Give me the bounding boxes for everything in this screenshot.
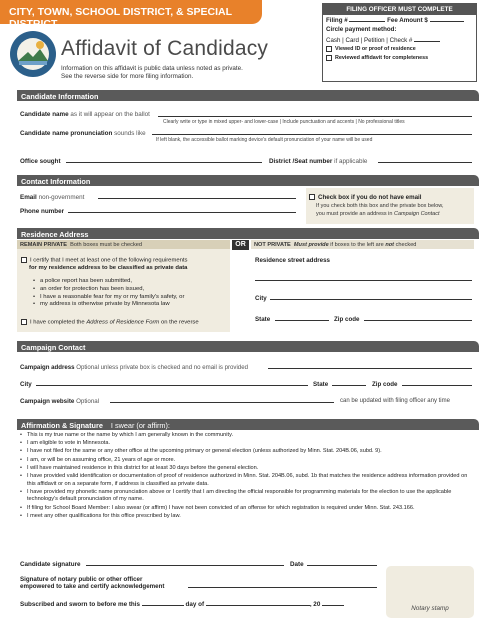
check-number-field[interactable] xyxy=(414,35,440,42)
no-email-note: If you check both this box and the private box below, you must provide an address in Campaign Contact xyxy=(316,203,444,217)
section-residence-address: Residence Address xyxy=(17,228,479,239)
no-email-checkbox[interactable] xyxy=(309,194,315,200)
campaign-state-label: State xyxy=(313,381,329,388)
residence-state-field[interactable] xyxy=(275,320,329,321)
filing-officer-heading: FILING OFFICER MUST COMPLETE xyxy=(323,4,476,15)
sworn-month-field[interactable] xyxy=(206,599,310,606)
campaign-website-note: can be updated with filing officer any time xyxy=(340,398,450,404)
viewed-id-row: Viewed ID or proof of residence xyxy=(323,45,476,54)
pronunciation-field[interactable] xyxy=(152,134,472,135)
residence-zip-field[interactable] xyxy=(364,320,472,321)
campaign-address-label: Campaign address Optional unless private box is checked and no email is provided xyxy=(20,364,248,371)
campaign-website-field[interactable] xyxy=(110,402,334,403)
list-item: • I will have maintained residence in this district for at least 30 days before the general election. xyxy=(20,465,472,473)
signature-date-label: Date xyxy=(290,561,304,568)
affirmation-list xyxy=(20,432,472,521)
street-address-label: Residence street address xyxy=(255,257,330,264)
list-item: • my address is otherwise private by Minnesota law xyxy=(33,301,184,309)
list-item: • I have provided my phonetic name pronunciation above or I certify that I am directing the official responsible for programming materials for the election to use the applicable technology's default pronunciation of my name. xyxy=(20,489,472,504)
section-campaign-contact: Campaign Contact xyxy=(17,341,479,352)
candidate-name-field[interactable] xyxy=(158,116,472,117)
section-candidate-information: Candidate Information xyxy=(17,90,479,101)
pronunciation-instructions: If left blank, the accessible ballot marking device's default pronunciation of your name will be used xyxy=(156,137,373,143)
email-field[interactable] xyxy=(98,198,296,199)
sworn-statement: Subscribed and sworn to before me this day of , 20 xyxy=(20,599,344,608)
signature-date-field[interactable] xyxy=(307,565,377,566)
residence-city-label: City xyxy=(255,295,267,302)
candidate-name-instructions: Clearly write or type in mixed upper- and lower-case | Include punctuation and accents | No professional titles xyxy=(163,119,405,125)
street-address-field[interactable] xyxy=(255,280,472,281)
list-item: • I am eligible to vote in Minnesota. xyxy=(20,440,472,448)
office-sought-label: Office sought xyxy=(20,158,61,165)
filing-number-field[interactable] xyxy=(349,15,385,22)
private-reasons-list xyxy=(33,278,184,309)
district-seat-label: District /Seat number if applicable xyxy=(269,158,368,165)
payment-method-label: Circle payment method: xyxy=(326,26,397,33)
candidate-name-label: Candidate name as it will appear on the ballot xyxy=(20,111,150,118)
campaign-website-label: Campaign website Optional xyxy=(20,398,100,405)
residence-zip-label: Zip code xyxy=(334,316,360,323)
page-title: Affidavit of Candidacy xyxy=(61,37,269,60)
candidate-signature-label: Candidate signature xyxy=(20,561,81,568)
campaign-city-label: City xyxy=(20,381,32,388)
sworn-year-field[interactable] xyxy=(322,599,344,606)
list-item: • If filing for School Board Member: I also swear (or affirm) I have not been convicted of an offense for which registration is required under Minn. Stat. 243.166. xyxy=(20,505,472,513)
no-email-row: Check box if you do not have email xyxy=(309,194,422,201)
section-contact-information: Contact Information xyxy=(17,175,479,186)
private-certify-checkbox[interactable] xyxy=(21,257,27,263)
list-item: • I meet any other qualifications for this office prescribed by law. xyxy=(20,513,472,521)
campaign-state-field[interactable] xyxy=(332,385,366,386)
or-divider: OR xyxy=(232,240,249,250)
list-item: • I have not filed for the same or any other office at the upcoming primary or general election (unless authorized by Minn. Stat. 204B.06, subd. 9). xyxy=(20,448,472,456)
district-seat-field[interactable] xyxy=(378,162,472,163)
payment-method-row: Cash | Card | Petition | Check # xyxy=(323,35,476,45)
list-item: • I have a reasonable fear for my or my family's safety, or xyxy=(33,294,184,302)
form-type-banner: CITY, TOWN, SCHOOL DISTRICT, & SPECIAL DISTRICT xyxy=(0,0,262,24)
list-item: • an order for protection has been issued, xyxy=(33,286,184,294)
remain-private-heading: REMAIN PRIVATE Both boxes must be checked xyxy=(17,240,230,249)
state-seal-icon xyxy=(9,30,57,78)
phone-label: Phone number xyxy=(20,208,65,215)
no-email-panel xyxy=(306,188,474,224)
not-private-heading: NOT PRIVATE Must provide if boxes to the left are not checked xyxy=(251,240,474,249)
intro-text: Information on this affidavit is public data unless noted as private. See the reverse side for more filing information. xyxy=(61,65,243,81)
fee-amount-field[interactable] xyxy=(430,15,464,22)
campaign-zip-field[interactable] xyxy=(402,385,472,386)
pronunciation-label: Candidate name pronunciation sounds like xyxy=(20,130,146,137)
filing-number-row: Filing # Fee Amount $ xyxy=(323,15,476,25)
notary-signature-label: Signature of notary public or other officer empowered to take and certify acknowledgement xyxy=(20,576,165,590)
phone-field[interactable] xyxy=(68,212,296,213)
candidate-signature-field[interactable] xyxy=(86,565,284,566)
residence-form-checkbox[interactable] xyxy=(21,319,27,325)
notary-stamp-label: Notary stamp xyxy=(411,605,449,612)
list-item: • I have provided valid identification or documentation of proof of residence authorized in Minn. Stat. 204B.06, subd. 1b that matches the residence address information provided on this affidavit or on a separate form, if address is classified as private data. xyxy=(20,473,472,488)
campaign-city-field[interactable] xyxy=(36,385,308,386)
list-item: • a police report has been submitted, xyxy=(33,278,184,286)
notary-stamp-area xyxy=(386,566,474,618)
notary-signature-field[interactable] xyxy=(188,587,377,588)
sworn-day-field[interactable] xyxy=(142,599,184,606)
residence-state-label: State xyxy=(255,316,271,323)
list-item: • I am, or will be on assuming office, 21 years of age or more. xyxy=(20,457,472,465)
residence-form-row: I have completed the Address of Residence Form on the reverse xyxy=(21,319,199,326)
email-label: Email non-government xyxy=(20,194,85,201)
campaign-zip-label: Zip code xyxy=(372,381,398,388)
office-sought-field[interactable] xyxy=(66,162,262,163)
viewed-id-checkbox[interactable] xyxy=(326,46,332,52)
reviewed-affidavit-row: Reviewed affidavit for completeness xyxy=(323,54,476,63)
campaign-address-field[interactable] xyxy=(268,368,472,369)
section-affirmation-signature: Affirmation & Signature I swear (or affirm): xyxy=(17,419,479,430)
residence-city-field[interactable] xyxy=(270,299,472,300)
reviewed-affidavit-checkbox[interactable] xyxy=(326,55,332,61)
list-item: • This is my true name or the name by which I am generally known in the community. xyxy=(20,432,472,440)
filing-officer-box xyxy=(322,3,477,82)
private-certify-text: I certify that I meet at least one of the following requirements for my residence address to be classified as private data xyxy=(21,257,188,273)
